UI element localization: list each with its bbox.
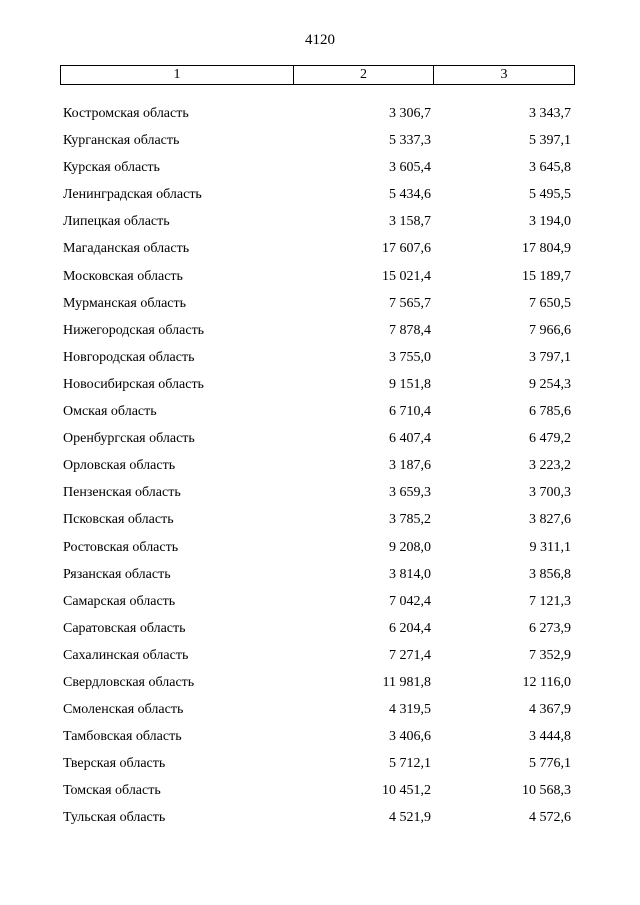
region-name: Новгородская область	[63, 349, 195, 365]
value-column-2: 9 151,8	[389, 376, 431, 392]
region-name: Курская область	[63, 160, 160, 176]
region-name: Костромская область	[63, 106, 189, 121]
table-row	[0, 536, 640, 563]
table-row	[0, 129, 640, 156]
value-column-3: 3 797,1	[529, 349, 571, 365]
column-header-2: 2	[294, 66, 434, 84]
page-number: 4120	[305, 32, 335, 48]
value-column-3: 7 650,5	[529, 295, 571, 311]
region-name: Орловская область	[63, 458, 176, 474]
region-name: Мурманская область	[63, 295, 187, 311]
value-column-2: 7 271,4	[389, 647, 431, 663]
value-column-2: 3 785,2	[389, 512, 431, 528]
value-column-2: 15 021,4	[382, 268, 431, 284]
value-column-2: 7 042,4	[389, 593, 431, 609]
value-column-2: 6 204,4	[389, 620, 431, 636]
region-name: Нижегородская область	[63, 322, 205, 338]
value-column-2: 3 187,6	[389, 458, 431, 474]
table-row	[0, 454, 640, 481]
region-name: Липецкая область	[63, 214, 170, 230]
region-name: Курганская область	[63, 133, 180, 149]
value-column-2: 7 565,7	[389, 295, 431, 311]
value-column-3: 3 194,0	[529, 214, 571, 230]
region-name: Тульская область	[63, 810, 166, 826]
value-column-3: 17 804,9	[522, 241, 571, 257]
table-row	[0, 644, 640, 671]
value-column-3: 3 645,8	[529, 160, 571, 176]
table-row	[0, 292, 640, 319]
table-row	[0, 698, 640, 725]
value-column-2: 11 981,8	[382, 674, 431, 690]
value-column-2: 3 755,0	[389, 349, 431, 365]
value-column-3: 7 121,3	[529, 593, 571, 609]
region-table-body	[0, 102, 640, 834]
value-column-2: 3 158,7	[389, 214, 431, 230]
region-name: Тверская область	[63, 756, 166, 772]
table-row	[0, 563, 640, 590]
value-column-3: 7 966,6	[529, 322, 571, 338]
table-row	[0, 156, 640, 183]
value-column-2: 9 208,0	[389, 539, 431, 555]
value-column-3: 5 776,1	[529, 756, 571, 772]
value-column-3: 6 785,6	[529, 404, 571, 420]
region-name: Новосибирская область	[63, 376, 204, 392]
region-name: Самарская область	[63, 593, 176, 609]
region-name: Пензенская область	[63, 485, 181, 501]
table-row	[0, 806, 640, 833]
value-column-2: 5 434,6	[389, 187, 431, 203]
value-column-2: 5 337,3	[389, 133, 431, 149]
table-row	[0, 210, 640, 237]
value-column-2: 3 306,7	[389, 106, 431, 121]
region-name: Ленинградская область	[63, 187, 202, 203]
value-column-2: 3 659,3	[389, 485, 431, 501]
value-column-2: 10 451,2	[382, 783, 431, 799]
region-name: Омская область	[63, 404, 157, 420]
table-row	[0, 617, 640, 644]
value-column-2: 5 712,1	[389, 756, 431, 772]
column-header-1: 1	[61, 66, 294, 84]
value-column-3: 3 444,8	[529, 729, 571, 745]
value-column-3: 9 311,1	[529, 539, 571, 555]
value-column-3: 4 572,6	[529, 810, 571, 826]
value-column-3: 15 189,7	[522, 268, 571, 284]
value-column-2: 3 406,6	[389, 729, 431, 745]
table-row	[0, 346, 640, 373]
region-name: Ростовская область	[63, 539, 179, 555]
table-row	[0, 102, 640, 129]
column-header-3: 3	[500, 67, 508, 82]
table-row	[0, 265, 640, 292]
region-name: Свердловская область	[63, 674, 195, 690]
table-row	[0, 319, 640, 346]
table-row	[0, 237, 640, 264]
region-name: Смоленская область	[63, 702, 184, 718]
table-row	[0, 400, 640, 427]
value-column-2: 4 521,9	[389, 810, 431, 826]
table-row	[0, 590, 640, 617]
value-column-3: 3 223,2	[529, 458, 571, 474]
region-name: Оренбургская область	[63, 431, 195, 447]
value-column-2: 3 814,0	[389, 566, 431, 582]
value-column-2: 4 319,5	[389, 702, 431, 718]
column-header-row	[60, 65, 575, 85]
value-column-3: 9 254,3	[529, 376, 571, 392]
value-column-2: 17 607,6	[382, 241, 431, 257]
table-row	[0, 671, 640, 698]
value-column-3: 6 273,9	[529, 620, 571, 636]
region-name: Томская область	[63, 783, 161, 799]
region-name: Тамбовская область	[63, 729, 182, 745]
table-row	[0, 779, 640, 806]
value-column-3: 5 397,1	[529, 133, 571, 149]
value-column-2: 3 605,4	[389, 160, 431, 176]
value-column-2: 6 710,4	[389, 404, 431, 420]
table-row	[0, 183, 640, 210]
value-column-2: 7 878,4	[389, 322, 431, 338]
value-column-3: 7 352,9	[529, 647, 571, 663]
region-name: Магаданская область	[63, 241, 190, 257]
value-column-3: 3 343,7	[529, 106, 571, 121]
value-column-3: 4 367,9	[529, 702, 571, 718]
value-column-3: 5 495,5	[529, 187, 571, 203]
table-row	[0, 427, 640, 454]
table-row	[0, 725, 640, 752]
value-column-3: 6 479,2	[529, 431, 571, 447]
region-name: Псковская область	[63, 512, 174, 528]
region-name: Саратовская область	[63, 620, 186, 636]
table-row	[0, 373, 640, 400]
region-name: Сахалинская область	[63, 647, 189, 663]
table-row	[0, 481, 640, 508]
region-name: Московская область	[63, 268, 183, 284]
value-column-3: 3 827,6	[529, 512, 571, 528]
value-column-3: 12 116,0	[522, 674, 571, 690]
table-row	[0, 508, 640, 535]
value-column-3: 10 568,3	[522, 783, 571, 799]
region-name: Рязанская область	[63, 566, 171, 582]
value-column-3: 3 700,3	[529, 485, 571, 501]
table-row	[0, 752, 640, 779]
value-column-2: 6 407,4	[389, 431, 431, 447]
value-column-3: 3 856,8	[529, 566, 571, 582]
